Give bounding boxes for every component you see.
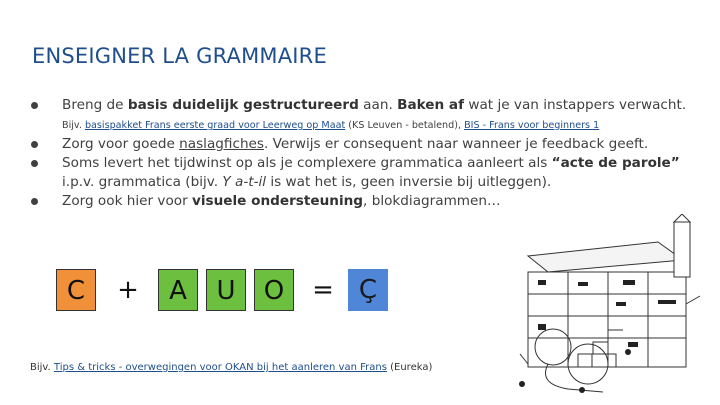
letter-a-tile: A [158,269,198,311]
bullet-dot [31,198,38,205]
bullet-acte-de-parole: Soms levert het tijdwinst op als je complexere grammatica aanleert als “acte de parole” i.p.v. grammatica (bijv. Y a-t-il is wat het is, geen inversie bij uitleggen). [30,154,710,192]
bullet-dot [31,160,38,167]
plus-sign: + [117,275,139,305]
footer-example: Bijv. Tips & tricks - overwegingen voor OKAN bij het aanleren van Frans (Eureka) [30,362,433,373]
grammar-house-diagram [508,214,708,399]
link-naslagfiches[interactable]: naslagfiches [179,136,265,152]
letter-c-tile: C [56,269,96,311]
c-cedille-result-tile: Ç [348,269,388,311]
letter-o-tile: O [254,269,294,311]
bullet-visuele-ondersteuning: Zorg ook hier voor visuele ondersteuning, blokdiagrammen… [30,192,710,211]
bullet-dot [31,141,38,148]
equals-sign: = [312,275,334,305]
bullet-list [30,96,710,211]
letter-u-tile: U [206,269,246,311]
bullet-basis: Breng de basis duidelijk gestructureerd aan. Baken af wat je van instappers verwacht. [30,96,710,115]
link-basispakket[interactable]: basispakket Frans eerste graad voor Leerweg op Maat [84,120,346,131]
slide-title: ENSEIGNER LA GRAMMAIRE [32,44,327,68]
link-tips-tricks-okan[interactable]: Tips & tricks - overwegingen voor OKAN bij het aanleren van Frans [53,362,387,373]
link-bis-frans[interactable]: BIS - Frans voor beginners 1 [464,120,600,131]
bullet-dot [31,102,38,109]
bullet-basis-example: Bijv. basispakket Frans eerste graad voor Leerweg op Maat (KS Leuven - betalend), BIS - Frans voor beginners 1 [62,120,600,131]
bullet-naslagfiches: Zorg voor goede naslagfiches. Verwijs er consequent naar wanneer je feedback geeft. [30,135,710,154]
